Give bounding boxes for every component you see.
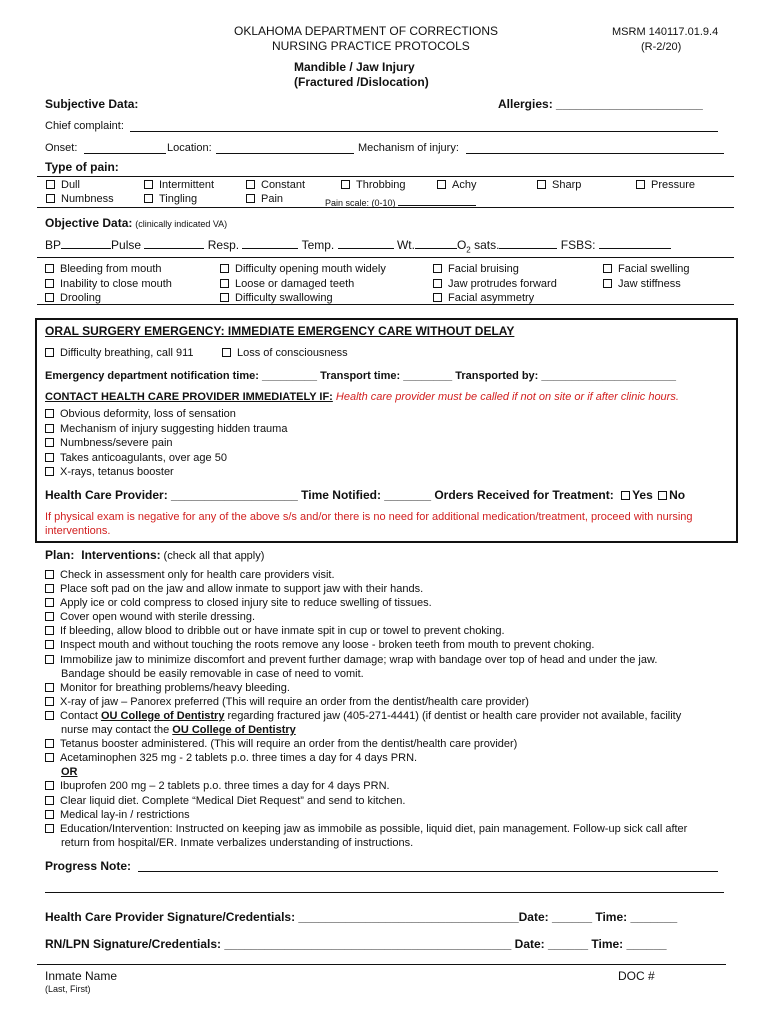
red-note-line2: interventions. xyxy=(45,525,111,537)
no-label: No xyxy=(669,488,686,502)
contact-note: Health care provider must be called if not on site or if after clinic hours. xyxy=(335,391,679,403)
location-label: Location: xyxy=(167,142,212,154)
subjective-label: Subjective Data: xyxy=(45,97,139,111)
plan-list xyxy=(45,568,687,850)
rn-signature-row[interactable]: RN/LPN Signature/Credentials: ___________________________________________ Date: ______ Time: ______ xyxy=(45,937,667,951)
checkbox[interactable] xyxy=(45,293,54,302)
checkbox[interactable] xyxy=(246,194,255,203)
checkbox[interactable] xyxy=(433,279,442,288)
checkbox[interactable] xyxy=(45,264,54,273)
checkbox[interactable] xyxy=(220,293,229,302)
vitals-row xyxy=(45,238,671,254)
emergency-consciousness[interactable]: Loss of consciousness xyxy=(222,347,348,359)
checkbox[interactable] xyxy=(45,348,54,357)
dept-title: OKLAHOMA DEPARTMENT OF CORRECTIONS xyxy=(234,24,499,38)
checkbox[interactable] xyxy=(45,584,54,593)
checkbox[interactable] xyxy=(603,279,612,288)
form-title: Mandible / Jaw Injury xyxy=(294,60,415,74)
chief-complaint-line[interactable] xyxy=(130,131,718,132)
contact-items xyxy=(45,407,287,480)
o2-label: O xyxy=(456,238,467,252)
resp-label: Resp. xyxy=(207,238,240,252)
checkbox[interactable] xyxy=(45,626,54,635)
checkbox[interactable] xyxy=(45,655,54,664)
progress-note-line2[interactable] xyxy=(45,892,724,893)
plan-item[interactable]: Contact OU College of Dentistry regarding fractured jaw (405-271-4441) (if dentist or health care provider not available, facility xyxy=(45,709,687,723)
checkbox[interactable] xyxy=(636,180,645,189)
allergies-field[interactable]: Allergies: ______________________ xyxy=(498,97,703,111)
plan-item[interactable]: Tetanus booster administered. (This will require an order from the dentist/health care provider) xyxy=(45,737,687,751)
plan-item[interactable]: Inspect mouth and without touching the roots remove any loose - broken teeth from mouth to prevent choking. xyxy=(45,638,687,652)
resp-line[interactable] xyxy=(242,238,298,249)
yes-label: Yes xyxy=(632,488,653,502)
checkbox[interactable] xyxy=(437,180,446,189)
plan-item[interactable]: Apply ice or cold compress to closed injury site to reduce swelling of tissues. xyxy=(45,596,687,610)
checkbox[interactable] xyxy=(46,194,55,203)
interventions-label: Interventions: xyxy=(81,548,161,562)
pain-sharp[interactable]: Sharp xyxy=(537,179,581,191)
revision: (R-2/20) xyxy=(641,41,682,53)
plan-item[interactable]: Education/Intervention: Instructed on keeping jaw as immobile as possible, liquid diet, pain management. Follow-up sick call after xyxy=(45,822,687,836)
symptom-item[interactable]: Loose or damaged teeth xyxy=(220,277,386,292)
checkbox[interactable] xyxy=(45,598,54,607)
contact-item[interactable]: X-rays, tetanus booster xyxy=(45,465,287,480)
objective-label: Objective Data: xyxy=(45,216,133,230)
objective-note: (clinically indicated VA) xyxy=(135,219,228,229)
checkbox[interactable] xyxy=(45,438,54,447)
checkbox[interactable] xyxy=(537,180,546,189)
pain-type-label: Type of pain: xyxy=(45,160,119,174)
plan-item-continued: nurse may contact the OU College of Dentistry xyxy=(61,724,296,737)
symptom-item[interactable]: Bleeding from mouth xyxy=(45,262,172,277)
checkbox[interactable] xyxy=(45,279,54,288)
objective-col1 xyxy=(45,262,172,306)
bp-line[interactable] xyxy=(61,238,111,249)
location-line[interactable] xyxy=(216,153,354,154)
plan-item[interactable]: Cover open wound with sterile dressing. xyxy=(45,610,687,624)
form-number: MSRM 140117.01.9.4 xyxy=(612,26,719,38)
inmate-name-label: Inmate Name xyxy=(45,969,118,983)
plan-item[interactable]: Place soft pad on the jaw and allow inmate to support jaw with their hands. xyxy=(45,582,687,596)
pain-box-top xyxy=(37,176,734,177)
objective-col2 xyxy=(220,262,386,306)
symptom-item[interactable]: Inability to close mouth xyxy=(45,277,172,292)
contact-item[interactable]: Mechanism of injury suggesting hidden trauma xyxy=(45,422,287,437)
symptom-item[interactable]: Drooling xyxy=(45,291,172,306)
temp-line[interactable] xyxy=(338,238,394,249)
plan-item[interactable]: X-ray of jaw – Panorex preferred (This will require an order from the dentist/health care provider) xyxy=(45,695,687,709)
checkbox[interactable] xyxy=(222,348,231,357)
checkbox[interactable] xyxy=(45,796,54,805)
checkbox[interactable] xyxy=(341,180,350,189)
plan-item[interactable]: If bleeding, allow blood to dribble out or have inmate spit in cup or towel to prevent choking. xyxy=(45,624,687,638)
checkbox[interactable] xyxy=(45,453,54,462)
checkbox[interactable] xyxy=(603,264,612,273)
plan-item-continued: return from hospital/ER. Inmate verbalizes understanding of instructions. xyxy=(61,836,414,849)
plan-item[interactable]: Ibuprofen 200 mg – 2 tablets p.o. three times a day for 4 days PRN. xyxy=(45,779,687,793)
wt-label: Wt. xyxy=(396,238,415,252)
progress-note-label: Progress Note: xyxy=(45,859,132,873)
checkbox[interactable] xyxy=(45,810,54,819)
checkbox[interactable] xyxy=(220,264,229,273)
yes-checkbox[interactable] xyxy=(621,491,630,500)
symptom-item[interactable]: Jaw stiffness xyxy=(603,277,690,292)
mechanism-line[interactable] xyxy=(466,153,724,154)
checkbox[interactable] xyxy=(45,711,54,720)
form-subtitle: (Fractured /Dislocation) xyxy=(294,75,429,89)
sats-line[interactable] xyxy=(499,238,557,249)
objective-heading xyxy=(45,216,227,230)
emergency-title: ORAL SURGERY EMERGENCY: IMMEDIATE EMERGENCY CARE WITHOUT DELAY xyxy=(45,324,515,338)
no-checkbox[interactable] xyxy=(658,491,667,500)
checkbox[interactable] xyxy=(45,697,54,706)
checkbox[interactable] xyxy=(45,409,54,418)
pulse-label: Pulse xyxy=(111,238,142,252)
pain-scale[interactable]: Pain scale: (0-10) xyxy=(325,195,476,208)
checkbox[interactable] xyxy=(45,612,54,621)
progress-note-line1[interactable] xyxy=(138,871,718,872)
pain-achy[interactable]: Achy xyxy=(437,179,476,191)
protocols-title: NURSING PRACTICE PROTOCOLS xyxy=(272,39,470,53)
plan-item[interactable]: Monitor for breathing problems/heavy bleeding. xyxy=(45,681,687,695)
o2-subscript: 2 xyxy=(466,245,471,255)
objective-col3 xyxy=(433,262,557,306)
pulse-line[interactable] xyxy=(144,238,204,249)
emergency-breathing[interactable]: Difficulty breathing, call 911 xyxy=(45,347,194,359)
mechanism-label: Mechanism of injury: xyxy=(358,142,459,154)
pain-dull[interactable]: Dull xyxy=(46,179,80,191)
plan-item-continued: Bandage should be easily removable in case of need to vomit. xyxy=(61,667,364,680)
checkbox[interactable] xyxy=(45,640,54,649)
pain-constant[interactable]: Constant xyxy=(246,179,305,191)
checkbox[interactable] xyxy=(433,293,442,302)
contact-item[interactable]: Numbness/severe pain xyxy=(45,436,287,451)
plan-item[interactable]: Clear liquid diet. Complete “Medical Diet Request” and send to kitchen. xyxy=(45,794,687,808)
emergency-notification[interactable]: Emergency department notification time: _________ Transport time: ________ Transported by: ______________________ xyxy=(45,370,676,382)
plan-item[interactable]: Immobilize jaw to minimize discomfort and prevent further damage; wrap with bandage over top of head and under the jaw. xyxy=(45,653,687,667)
ou-dentistry-link: OU College of Dentistry xyxy=(100,709,225,722)
checkbox[interactable] xyxy=(45,753,54,762)
symptom-item[interactable]: Facial swelling xyxy=(603,262,690,277)
onset-line[interactable] xyxy=(84,153,166,154)
temp-label: Temp. xyxy=(301,238,335,252)
symptom-item[interactable]: Difficulty opening mouth widely xyxy=(220,262,386,277)
checkbox[interactable] xyxy=(220,279,229,288)
last-first-note: (Last, First) xyxy=(45,984,91,994)
checkbox[interactable] xyxy=(46,180,55,189)
pain-throbbing[interactable]: Throbbing xyxy=(341,179,406,191)
or-label: OR xyxy=(61,766,78,779)
symptom-item[interactable]: Jaw protrudes forward xyxy=(433,277,557,292)
checkbox[interactable] xyxy=(433,264,442,273)
onset-label: Onset: xyxy=(45,142,78,154)
contact-provider-row xyxy=(45,391,679,403)
pain-numbness[interactable]: Numbness xyxy=(46,193,114,205)
hcp-notified-text[interactable]: Health Care Provider: ___________________ Time Notified: _______ Orders Received for Treatment: xyxy=(45,488,614,502)
fsbs-label: FSBS: xyxy=(560,238,596,252)
doc-number-label: DOC # xyxy=(618,969,655,983)
checkbox[interactable] xyxy=(144,180,153,189)
symptom-item[interactable]: Difficulty swallowing xyxy=(220,291,386,306)
wt-line[interactable] xyxy=(415,238,457,249)
checkbox[interactable] xyxy=(144,194,153,203)
chief-complaint-label: Chief complaint: xyxy=(45,120,124,132)
fsbs-line[interactable] xyxy=(599,238,671,249)
contact-item[interactable]: Takes anticoagulants, over age 50 xyxy=(45,451,287,466)
plan-item[interactable]: Acetaminophen 325 mg - 2 tablets p.o. three times a day for 4 days PRN. xyxy=(45,751,687,765)
bp-label: BP xyxy=(45,238,62,252)
plan-item[interactable]: Medical lay-in / restrictions xyxy=(45,808,687,822)
ou-dentistry-link: OU College of Dentistry xyxy=(172,724,296,737)
checkbox[interactable] xyxy=(45,424,54,433)
plan-label: Plan: xyxy=(45,548,75,562)
pain-tingling[interactable]: Tingling xyxy=(144,193,197,205)
checkbox[interactable] xyxy=(45,739,54,748)
checkbox[interactable] xyxy=(45,570,54,579)
objective-col4 xyxy=(603,262,690,291)
pain-intermittent[interactable]: Intermittent xyxy=(144,179,214,191)
objective-box-top xyxy=(37,257,734,258)
red-note-line1: If physical exam is negative for any of the above s/s and/or there is no need for additional medication/treatment, proceed with nursing xyxy=(45,511,693,523)
pain-pressure[interactable]: Pressure xyxy=(636,179,695,191)
checkbox[interactable] xyxy=(246,180,255,189)
checkbox[interactable] xyxy=(45,467,54,476)
sats-label: sats. xyxy=(474,238,500,252)
hcp-notified-row xyxy=(45,488,685,502)
footer-divider xyxy=(37,964,726,965)
check-all-note: (check all that apply) xyxy=(163,550,265,562)
hcp-signature-row[interactable]: Health Care Provider Signature/Credentials: _________________________________Date: ______ Time: _______ xyxy=(45,910,678,924)
symptom-item[interactable]: Facial asymmetry xyxy=(433,291,557,306)
symptom-item[interactable]: Facial bruising xyxy=(433,262,557,277)
checkbox[interactable] xyxy=(45,824,54,833)
checkbox[interactable] xyxy=(45,781,54,790)
pain-pain[interactable]: Pain xyxy=(246,193,283,205)
checkbox[interactable] xyxy=(45,683,54,692)
pain-scale-line[interactable] xyxy=(398,195,476,206)
plan-heading xyxy=(45,548,264,562)
plan-item[interactable]: Check in assessment only for health care providers visit. xyxy=(45,568,687,582)
contact-item[interactable]: Obvious deformity, loss of sensation xyxy=(45,407,287,422)
contact-title: CONTACT HEALTH CARE PROVIDER IMMEDIATELY IF: xyxy=(45,391,333,403)
